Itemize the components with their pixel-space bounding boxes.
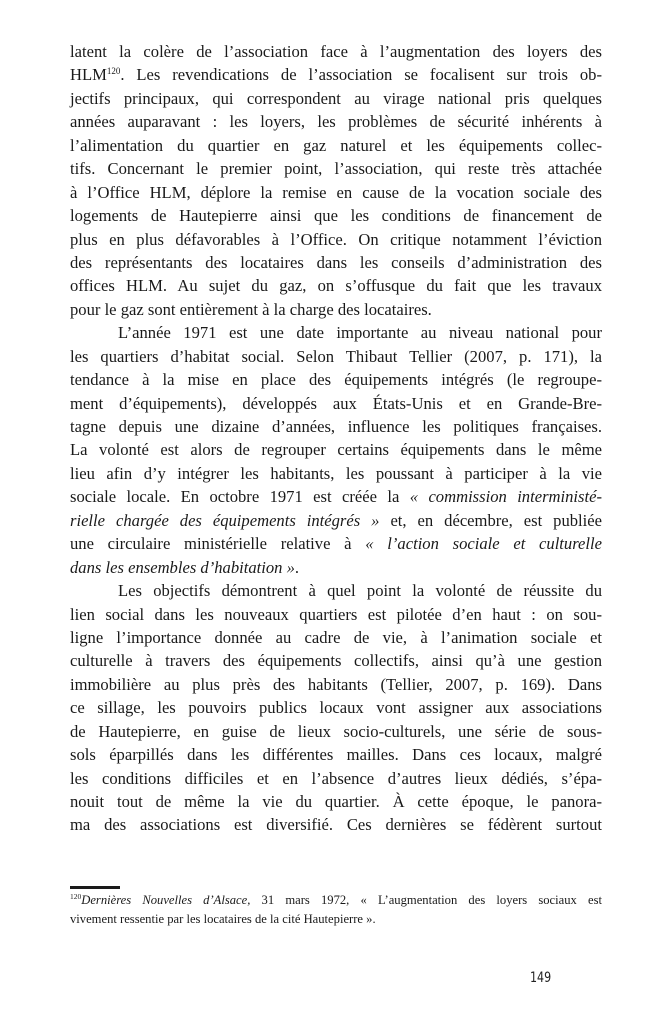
text-line: logements de Hautepierre ainsi que les conditions de financement de xyxy=(70,206,602,226)
text-line xyxy=(70,509,602,532)
text-line: L’année 1971 est une date importante au niveau national pour xyxy=(118,323,602,343)
text-line: ment d’équipements), développés aux États-Unis et en Grande-Bre- xyxy=(70,393,602,413)
footnote-reference[interactable]: 120 xyxy=(106,66,121,77)
text-line: les conditions difficiles et en l’absence d’autres lieux dédiés, s’épa- xyxy=(70,768,602,788)
text-line: tagne depuis une dizaine d’années, influence les politiques françaises. xyxy=(70,417,602,436)
text-line: nouit tout de même la vie du quartier. À cette époque, le panora- xyxy=(70,792,602,811)
text-line xyxy=(70,485,602,508)
footnote-separator xyxy=(70,886,120,889)
text-line xyxy=(70,532,602,555)
text-line xyxy=(70,63,602,86)
text-line: tifs. Concernant le premier point, l’association, qui reste très attachée xyxy=(70,159,602,179)
text-line: lieu afin d’y intégrer les habitants, les poussant à participer à la vie xyxy=(70,463,602,483)
paragraph-3 xyxy=(70,579,602,837)
italic-quote: rielle chargée des équipements intégrés » xyxy=(70,510,380,530)
text-line: pour le gaz sont entièrement à la charge des locataires. xyxy=(70,299,432,319)
footnote-line: vivement ressentie par les locataires de la cité Hautepierre ». xyxy=(70,912,376,926)
text-line: offices HLM. Au sujet du gaz, on s’offusque du fait que les travaux xyxy=(70,276,602,296)
text-fragment: . Les revendications de l’association se focalisent sur trois ob- xyxy=(120,65,602,85)
text-line: l’alimentation du quartier en gaz naturel et les équipements collec- xyxy=(70,135,602,155)
page-number: 149 xyxy=(530,970,552,986)
text-line: ligne l’importance donnée au cadre de vie, à l’animation sociale et xyxy=(70,627,602,647)
text-fragment: sociale locale. En octobre 1971 est créée la xyxy=(70,487,410,507)
text-line: latent la colère de l’association face à l’augmentation des loyers des xyxy=(70,42,602,61)
paragraph-1 xyxy=(70,40,602,321)
text-line: des représentants des locataires dans les conseils d’administration des xyxy=(70,252,602,272)
text-fragment: . xyxy=(294,557,300,577)
text-line: de Hautepierre, en guise de lieux socio-culturels, une série de sous- xyxy=(70,721,602,741)
text-fragment: HLM xyxy=(70,65,107,85)
text-line: ma des associations est diversifié. Ces dernières se fédèrent surtout xyxy=(70,815,602,835)
text-line: années auparavant : les loyers, les problèmes de sécurité inhérents à xyxy=(70,112,602,132)
text-fragment: une circulaire ministérielle relative à xyxy=(70,534,366,554)
paragraph-2 xyxy=(70,321,602,579)
footnote-marker: 120 xyxy=(70,892,82,901)
text-line: culturelle à travers des équipements collectifs, ainsi qu’à une gestion xyxy=(70,651,602,671)
footnote-120 xyxy=(70,891,602,929)
page-body xyxy=(70,40,602,837)
text-line xyxy=(70,556,602,579)
text-line: Les objectifs démontrent à quel point la volonté de réussite du xyxy=(118,581,602,601)
text-line: La volonté est alors de regrouper certains équipements dans le même xyxy=(70,440,602,460)
text-fragment: et, en décembre, est publiée xyxy=(379,510,602,530)
italic-quote: dans les ensembles d’habitation » xyxy=(70,557,295,577)
footnote-line xyxy=(70,891,602,910)
footnote-source: Dernières Nouvelles d’Alsace, xyxy=(81,893,251,907)
text-line: immobilière au plus près des habitants (Tellier, 2007, p. 169). Dans xyxy=(70,674,602,694)
italic-quote: « commission interministé- xyxy=(409,487,602,507)
text-line: ce sillage, les pouvoirs publics locaux vont assigner aux associations xyxy=(70,698,602,718)
text-line: sols éparpillés dans les différentes mailles. Dans ces locaux, malgré xyxy=(70,745,602,765)
text-line: les quartiers d’habitat social. Selon Thibaut Tellier (2007, p. 171), la xyxy=(70,346,602,366)
text-line: tendance à la mise en place des équipements intégrés (le regroupe- xyxy=(70,370,602,390)
text-line: plus en plus défavorables à l’Office. On critique notamment l’éviction xyxy=(70,229,602,249)
text-line: jectifs principaux, qui correspondent au virage national pris quelques xyxy=(70,88,602,108)
footnote-text: 31 mars 1972, « L’augmentation des loyers sociaux est xyxy=(250,893,602,907)
text-line: à l’Office HLM, déplore la remise en cause de la vocation sociale des xyxy=(70,182,602,202)
text-line: lien social dans les nouveaux quartiers est pilotée d’en haut : on sou- xyxy=(70,604,602,624)
italic-quote: « l’action sociale et culturelle xyxy=(365,534,603,554)
